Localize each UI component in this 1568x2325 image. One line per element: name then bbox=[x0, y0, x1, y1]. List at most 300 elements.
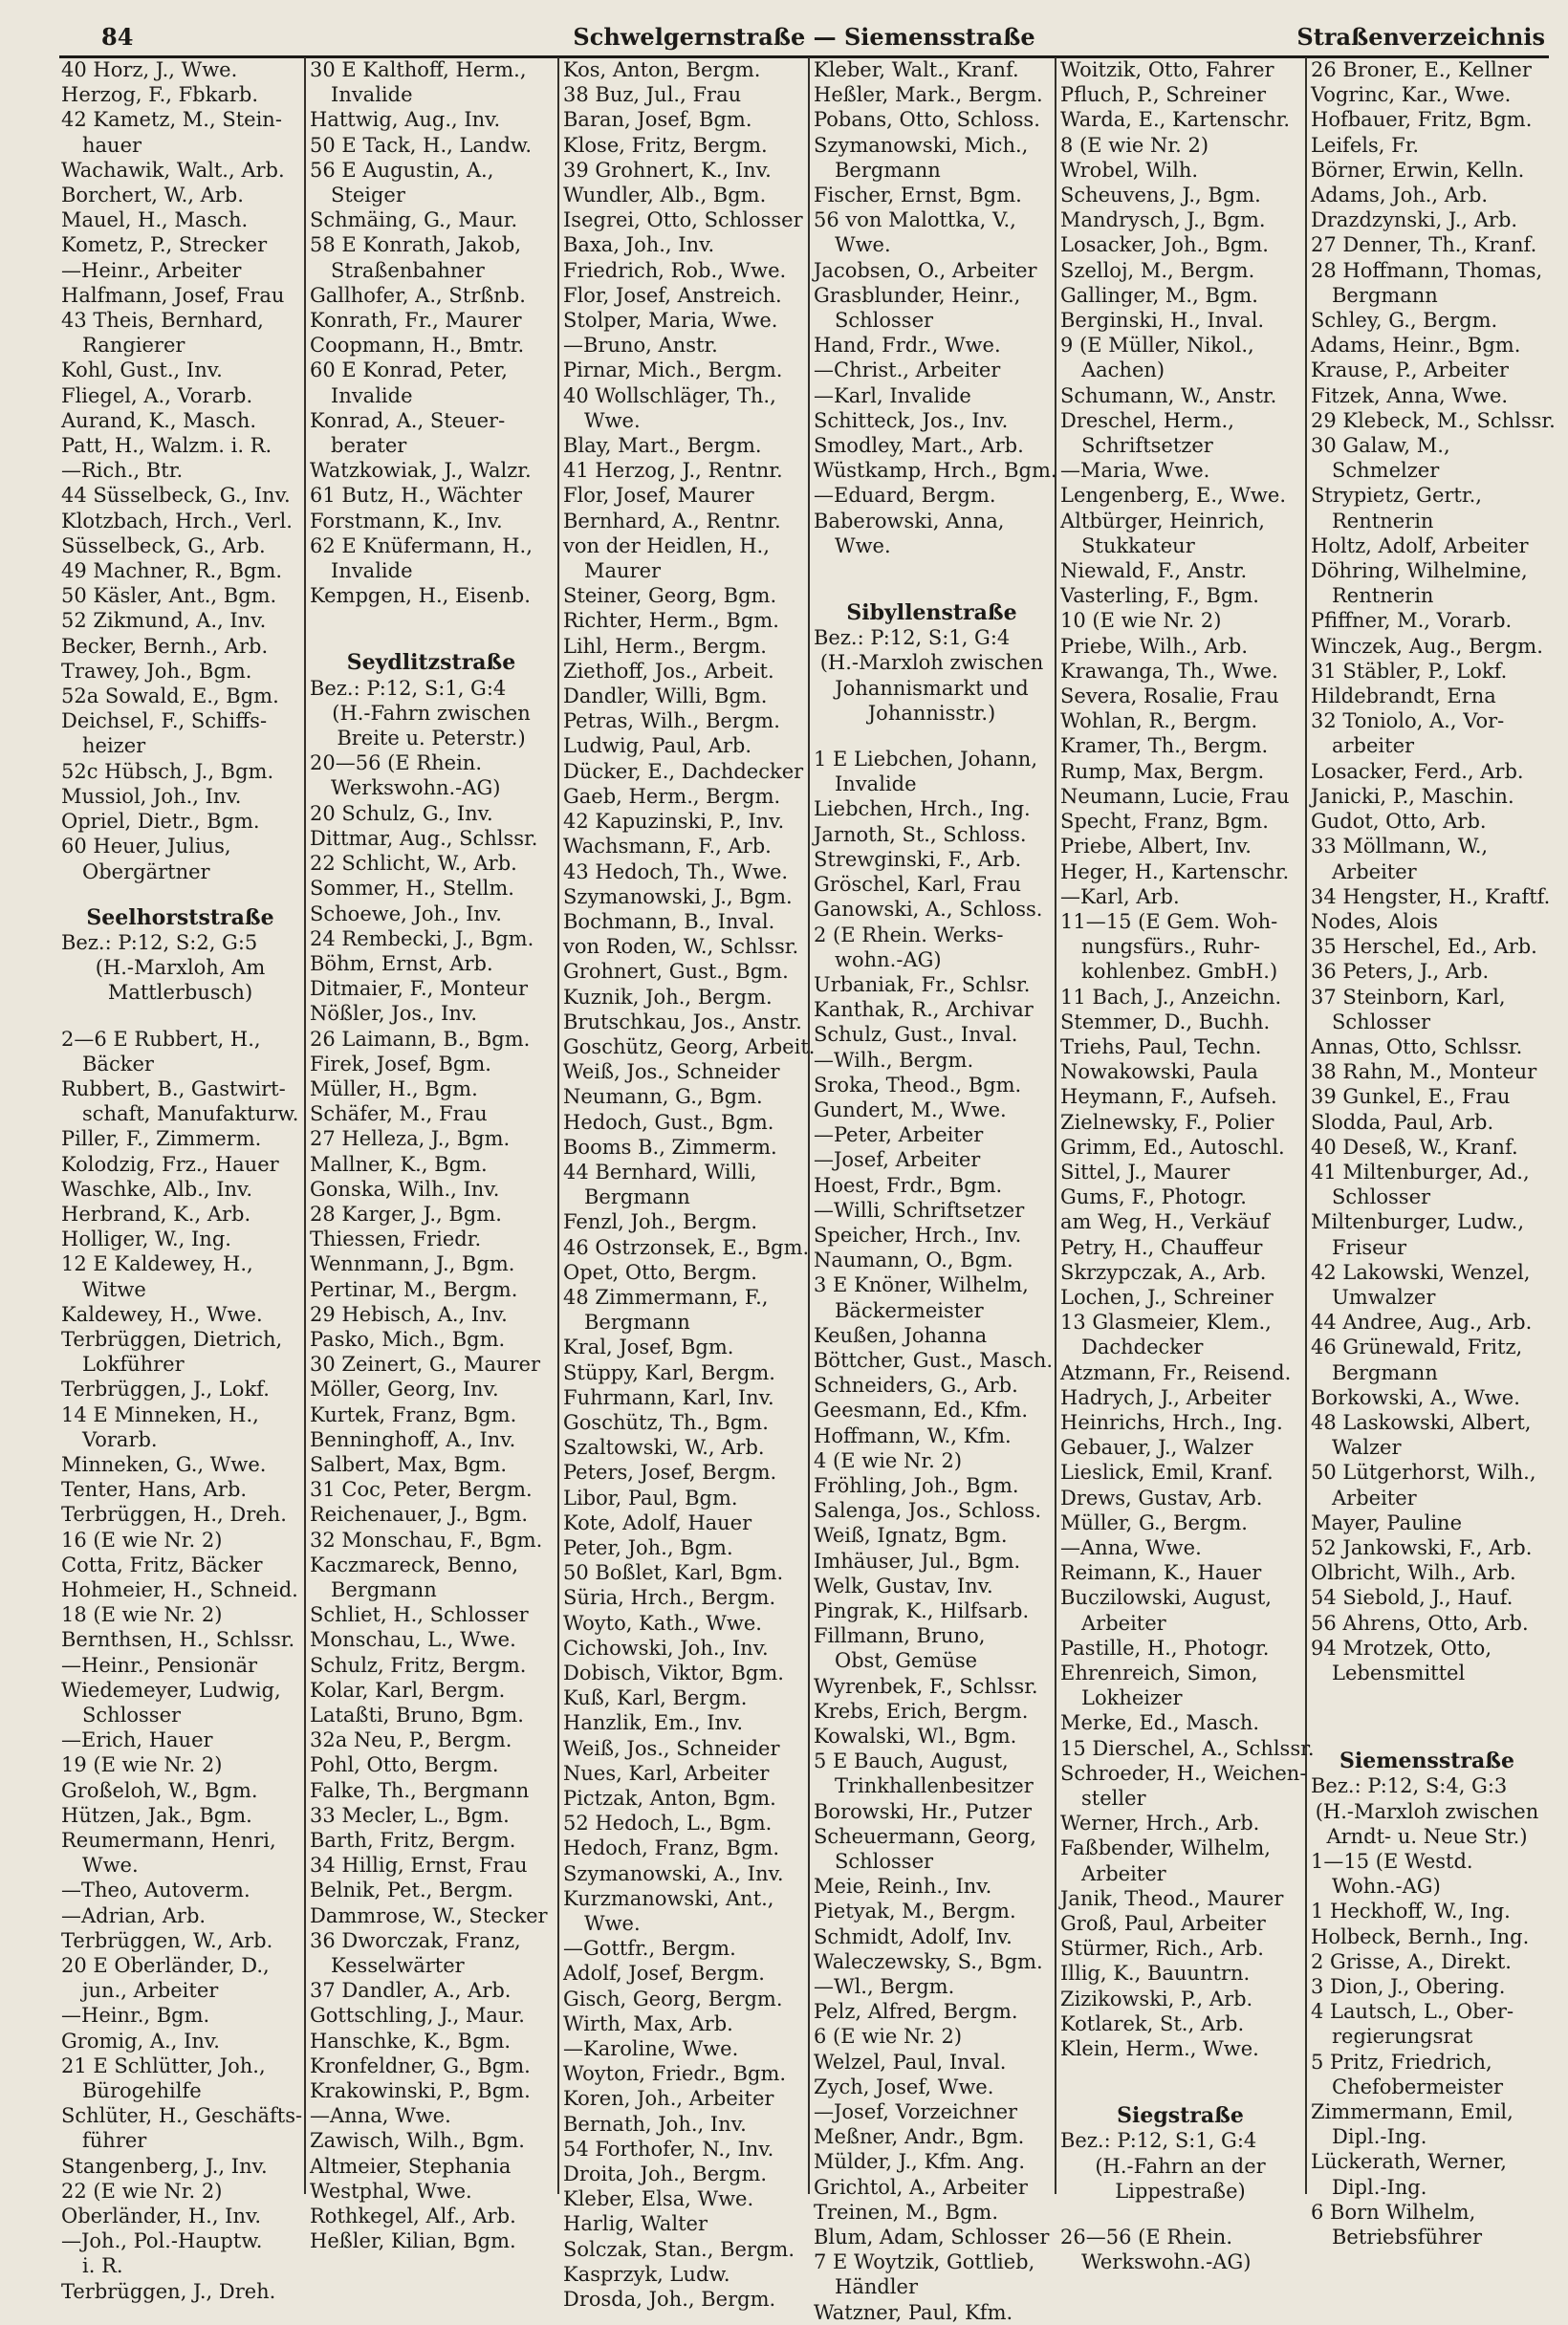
resident-entry: 56 Ahrens, Otto, Arb. bbox=[1311, 1611, 1529, 1635]
resident-entry: Naumann, O., Bgm. bbox=[814, 1249, 1013, 1272]
resident-entry: Flor, Josef, Anstreich. bbox=[563, 283, 782, 307]
resident-entry: Watzkowiak, J., Walzr. bbox=[310, 459, 532, 483]
entry-continuation: Schlosser bbox=[1332, 1185, 1431, 1209]
resident-entry: 4 Lautsch, L., Ober- bbox=[1311, 2000, 1514, 2024]
resident-entry: Annas, Otto, Schlssr. bbox=[1311, 1034, 1523, 1058]
resident-entry: —Karoline, Wwe. bbox=[563, 2037, 739, 2061]
resident-entry: Fenzl, Joh., Bergm. bbox=[563, 1210, 758, 1234]
resident-entry: Wohlan, R., Bergm. bbox=[1060, 709, 1258, 733]
resident-entry: Lochen, J., Schreiner bbox=[1060, 1285, 1274, 1309]
entry-continuation: jun., Arbeiter bbox=[82, 1979, 219, 2003]
resident-entry: 30 Zeinert, G., Maurer bbox=[310, 1353, 541, 1377]
entry-continuation: Arbeiter bbox=[1332, 1486, 1417, 1510]
entry-continuation: arbeiter bbox=[1332, 734, 1415, 758]
resident-entry: Gromig, A., Inv. bbox=[61, 2029, 220, 2053]
resident-entry: Fischer, Ernst, Bgm. bbox=[814, 184, 1022, 207]
resident-entry: 52 Jankowski, F., Arb. bbox=[1311, 1535, 1533, 1559]
resident-entry: 40 Deseß, W., Kranf. bbox=[1311, 1135, 1518, 1159]
resident-entry: 13 Glasmeier, Klem., bbox=[1060, 1311, 1272, 1335]
resident-entry: Priebe, Albert, Inv. bbox=[1060, 835, 1252, 858]
resident-entry: —Heinr., Bgm. bbox=[61, 2004, 210, 2028]
resident-entry: Slodda, Paul, Arb. bbox=[1311, 1110, 1494, 1134]
resident-entry: 60 Heuer, Julius, bbox=[61, 835, 231, 858]
resident-entry: von der Heidlen, H., bbox=[563, 533, 770, 557]
resident-entry: 14 E Minneken, H., bbox=[61, 1402, 259, 1426]
resident-entry: 41 Herzog, J., Rentnr. bbox=[563, 459, 783, 483]
resident-entry: Schulz, Fritz, Bergm. bbox=[310, 1653, 527, 1677]
resident-entry: Lieslick, Emil, Kranf. bbox=[1060, 1461, 1274, 1485]
resident-entry: 30 Galaw, M., bbox=[1311, 434, 1450, 458]
resident-entry: Adams, Heinr., Bgm. bbox=[1311, 334, 1521, 358]
resident-entry: 58 E Konrath, Jakob, bbox=[310, 233, 521, 257]
street-heading: Sibyllenstraße bbox=[846, 600, 1017, 626]
resident-entry: Stürmer, Rich., Arb. bbox=[1060, 1937, 1264, 1961]
resident-entry: Schlüter, H., Geschäfts- bbox=[61, 2104, 303, 2128]
resident-entry: Friedrich, Rob., Wwe. bbox=[563, 258, 787, 282]
resident-entry: Vasterling, F., Bgm. bbox=[1060, 584, 1259, 608]
resident-entry: Liebchen, Hrch., Ing. bbox=[814, 797, 1031, 821]
resident-entry: Gaeb, Herm., Bergm. bbox=[563, 784, 781, 808]
entry-continuation: Bergmann bbox=[584, 1185, 690, 1209]
resident-entry: —Rich., Btr. bbox=[61, 459, 184, 483]
resident-entry: 1 E Liebchen, Johann, bbox=[814, 748, 1037, 771]
resident-entry: Pelz, Alfred, Bergm. bbox=[814, 2000, 1018, 2024]
resident-entry: 22 Schlicht, W., Arb. bbox=[310, 852, 517, 876]
resident-entry: —Anna, Wwe. bbox=[1060, 1535, 1202, 1559]
resident-entry: 54 Siebold, J., Hauf. bbox=[1311, 1586, 1514, 1610]
entry-continuation: Bergmann bbox=[584, 1311, 690, 1335]
resident-entry: Pfiffner, M., Vorarb. bbox=[1311, 609, 1513, 633]
resident-entry: Kempgen, H., Eisenb. bbox=[310, 584, 531, 608]
resident-entry: 41 Miltenburger, Ad., bbox=[1311, 1160, 1530, 1184]
resident-entry: Baran, Josef, Bgm. bbox=[563, 108, 752, 132]
resident-entry: Jacobsen, O., Arbeiter bbox=[814, 258, 1037, 282]
resident-entry: Süria, Hrch., Bergm. bbox=[563, 1586, 776, 1610]
resident-entry: 42 Kapuzinski, P., Inv. bbox=[563, 810, 785, 834]
resident-entry: Sittel, J., Maurer bbox=[1060, 1160, 1230, 1184]
resident-entry: Hofbauer, Fritz, Bgm. bbox=[1311, 108, 1533, 132]
resident-entry: Klose, Fritz, Bergm. bbox=[563, 133, 768, 157]
resident-entry: 34 Hillig, Ernst, Frau bbox=[310, 1854, 528, 1878]
resident-entry: Gisch, Georg, Bergm. bbox=[563, 1987, 783, 2010]
resident-entry: Mülder, J., Kfm. Ang. bbox=[814, 2150, 1026, 2174]
resident-entry: Harlig, Walter bbox=[563, 2212, 708, 2236]
resident-entry: Kos, Anton, Bergm. bbox=[563, 58, 761, 81]
resident-entry: 29 Klebeck, M., Schlssr. bbox=[1311, 408, 1556, 432]
resident-entry: Terbrüggen, Dietrich, bbox=[61, 1327, 283, 1351]
resident-entry: Szymanowski, Mich., bbox=[814, 133, 1029, 157]
resident-entry: Wachawik, Walt., Arb. bbox=[61, 158, 285, 182]
resident-entry: Müller, H., Bgm. bbox=[310, 1076, 478, 1100]
resident-entry: Gallinger, M., Bgm. bbox=[1060, 283, 1258, 307]
resident-entry: Meßner, Andr., Bgm. bbox=[814, 2125, 1025, 2149]
resident-entry: Konrad, A., Steuer- bbox=[310, 408, 506, 432]
resident-entry: 6 (E wie Nr. 2) bbox=[814, 2025, 963, 2049]
resident-entry: Wiedemeyer, Ludwig, bbox=[61, 1678, 281, 1702]
resident-entry: Hedoch, Franz, Bgm. bbox=[563, 1836, 779, 1860]
entry-continuation: Obst, Gemüse bbox=[835, 1649, 978, 1673]
resident-entry: Leifels, Fr. bbox=[1311, 133, 1420, 157]
resident-entry: 60 E Konrad, Peter, bbox=[310, 359, 508, 382]
resident-entry: Krakowinski, P., Bgm. bbox=[310, 2079, 531, 2103]
spacer bbox=[61, 1006, 299, 1027]
resident-entry: 26 Laimann, B., Bgm. bbox=[310, 1027, 531, 1051]
entry-continuation: Bäckermeister bbox=[835, 1298, 984, 1322]
street-district-note: (H.-Fahrn an der bbox=[1095, 2154, 1266, 2178]
resident-entry: 42 Kametz, M., Stein- bbox=[61, 108, 282, 132]
column-6 bbox=[1307, 57, 1556, 2249]
resident-entry: Kurtek, Franz, Bgm. bbox=[310, 1402, 517, 1426]
resident-entry: Woyton, Friedr., Bgm. bbox=[563, 2062, 787, 2086]
column-2 bbox=[306, 57, 559, 2253]
resident-entry: Strewginski, F., Arb. bbox=[814, 847, 1022, 871]
resident-entry: Baberowski, Anna, bbox=[814, 509, 1005, 532]
resident-entry: 3 E Knöner, Wilhelm, bbox=[814, 1273, 1029, 1297]
resident-entry: 50 Boßlet, Karl, Bgm. bbox=[563, 1561, 784, 1585]
resident-entry: Bernath, Joh., Inv. bbox=[563, 2112, 747, 2136]
resident-entry: Neumann, G., Bgm. bbox=[563, 1085, 763, 1109]
resident-entry: 32a Neu, P., Bergm. bbox=[310, 1728, 512, 1752]
resident-entry: Schroeder, H., Weichen- bbox=[1060, 1761, 1307, 1785]
resident-entry: 46 Ostrzonsek, E., Bgm. bbox=[563, 1235, 810, 1259]
resident-entry: Tenter, Hans, Arb. bbox=[61, 1478, 248, 1502]
resident-entry: Schoewe, Joh., Inv. bbox=[310, 902, 502, 925]
resident-entry: Hand, Frdr., Wwe. bbox=[814, 334, 1001, 358]
resident-entry: 34 Hengster, H., Kraftf. bbox=[1311, 884, 1551, 908]
entry-continuation: Invalide bbox=[835, 772, 917, 796]
entry-continuation: Schlosser bbox=[835, 1850, 934, 1874]
resident-entry: 43 Theis, Bernhard, bbox=[61, 309, 264, 333]
entry-continuation: Lokheizer bbox=[1081, 1686, 1183, 1710]
resident-entry: Borchert, W., Arb. bbox=[61, 184, 244, 207]
resident-entry: 37 Dandler, A., Arb. bbox=[310, 1979, 512, 2003]
resident-entry: Gonska, Wilh., Inv. bbox=[310, 1177, 500, 1201]
resident-entry: Pirnar, Mich., Bergm. bbox=[563, 359, 783, 382]
resident-entry: Pietyak, M., Bergm. bbox=[814, 1900, 1016, 1923]
resident-entry: Dandler, Willi, Bgm. bbox=[563, 684, 768, 708]
resident-entry: Kramer, Th., Bergm. bbox=[1060, 734, 1269, 758]
resident-entry: Dreschel, Herm., bbox=[1060, 408, 1234, 432]
resident-entry: Mallner, K., Bgm. bbox=[310, 1152, 488, 1176]
resident-entry: 56 E Augustin, A., bbox=[310, 158, 494, 182]
resident-entry: Warda, E., Kartenschr. bbox=[1060, 108, 1291, 132]
resident-entry: 61 Butz, H., Wächter bbox=[310, 484, 523, 508]
entry-continuation: Bürogehilfe bbox=[82, 2079, 202, 2103]
resident-entry: Pictzak, Anton, Bgm. bbox=[563, 1787, 776, 1811]
resident-entry: Drosda, Joh., Bergm. bbox=[563, 2288, 776, 2312]
resident-entry: 10 (E wie Nr. 2) bbox=[1060, 609, 1222, 633]
resident-entry: 31 Coc, Peter, Bergm. bbox=[310, 1478, 533, 1502]
page-number: 84 bbox=[101, 23, 134, 51]
resident-entry: Woyto, Kath., Wwe. bbox=[563, 1611, 762, 1635]
resident-entry: 5 E Bauch, August, bbox=[814, 1749, 1009, 1773]
resident-entry: Wundler, Alb., Bgm. bbox=[563, 184, 767, 207]
resident-entry: Konrath, Fr., Maurer bbox=[310, 309, 522, 333]
resident-entry: Zimmermann, Emil, bbox=[1311, 2100, 1514, 2124]
resident-entry: Kral, Josef, Bgm. bbox=[563, 1336, 734, 1359]
resident-entry: Kuß, Karl, Bergm. bbox=[563, 1686, 748, 1710]
resident-entry: Holbeck, Bernh., Ing. bbox=[1311, 1924, 1530, 1948]
resident-entry: Kolodzig, Frz., Hauer bbox=[61, 1152, 279, 1176]
entry-continuation: führer bbox=[82, 2129, 147, 2153]
resident-entry: Baxa, Joh., Inv. bbox=[563, 233, 715, 257]
resident-entry: 32 Monschau, F., Bgm. bbox=[310, 1528, 543, 1552]
resident-entry: Krebs, Erich, Bergm. bbox=[814, 1699, 1029, 1723]
street-district-note: (H.-Marxloh, Am bbox=[95, 956, 266, 980]
entry-continuation: Händler bbox=[835, 2275, 918, 2299]
resident-entry: 48 Zimmermann, F., bbox=[563, 1285, 769, 1309]
resident-entry: —Josef, Vorzeichner bbox=[814, 2100, 1018, 2124]
resident-entry: Oberländer, H., Inv. bbox=[61, 2205, 262, 2228]
resident-entry: Holliger, W., Ing. bbox=[61, 1228, 231, 1251]
resident-entry: Mandrysch, J., Bgm. bbox=[1060, 208, 1266, 232]
resident-entry: Hohmeier, H., Schneid. bbox=[61, 1577, 298, 1601]
resident-entry: 20 E Oberländer, D., bbox=[61, 1954, 270, 1978]
resident-entry: 22 (E wie Nr. 2) bbox=[61, 2179, 223, 2203]
resident-entry: 44 Bernhard, Willi, bbox=[563, 1160, 757, 1184]
resident-entry: —Joh., Pol.-Hauptw. bbox=[61, 2229, 263, 2253]
entry-continuation: Witwe bbox=[82, 1277, 146, 1301]
resident-entry: Waschke, Alb., Inv. bbox=[61, 1177, 253, 1201]
resident-entry: —Christ., Arbeiter bbox=[814, 359, 1001, 382]
resident-entry: Döhring, Wilhelmine, bbox=[1311, 559, 1528, 583]
resident-entry: Deichsel, F., Schiffs- bbox=[61, 709, 268, 733]
street-district-note: Breite u. Peterstr.) bbox=[337, 727, 526, 750]
street-heading: Seydlitzstraße bbox=[346, 650, 516, 676]
entry-continuation: Walzer bbox=[1332, 1436, 1402, 1460]
resident-entry: Buczilowski, August, bbox=[1060, 1586, 1272, 1610]
resident-entry: Reimann, K., Hauer bbox=[1060, 1561, 1262, 1585]
resident-entry: Schmidt, Adolf, Inv. bbox=[814, 1924, 1013, 1948]
resident-entry: Kaczmareck, Benno, bbox=[310, 1553, 518, 1576]
entry-continuation: Dipl.-Ing. bbox=[1332, 2175, 1427, 2199]
resident-entry: Fliegel, A., Vorarb. bbox=[61, 383, 253, 407]
resident-entry: Rump, Max, Bergm. bbox=[1060, 759, 1265, 783]
entry-continuation: hauer bbox=[82, 133, 142, 157]
resident-entry: 44 Süsselbeck, G., Inv. bbox=[61, 484, 291, 508]
resident-entry: Borowski, Hr., Putzer bbox=[814, 1799, 1032, 1823]
resident-entry: Nößler, Jos., Inv. bbox=[310, 1002, 478, 1026]
resident-entry: Wirth, Max, Arb. bbox=[563, 2011, 733, 2035]
resident-entry: Neumann, Lucie, Frau bbox=[1060, 784, 1290, 808]
resident-entry: 39 Gunkel, E., Frau bbox=[1311, 1085, 1511, 1109]
resident-entry: Weiß, Jos., Schneider bbox=[563, 1736, 780, 1760]
resident-entry: Schumann, W., Anstr. bbox=[1060, 383, 1277, 407]
resident-entry: Sommer, H., Stellm. bbox=[310, 877, 514, 901]
resident-entry: 31 Stäbler, P., Lokf. bbox=[1311, 659, 1508, 683]
resident-entry: 27 Denner, Th., Kranf. bbox=[1311, 233, 1537, 257]
resident-entry: Heßler, Kilian, Bgm. bbox=[310, 2229, 516, 2253]
resident-entry: Smodley, Mart., Arb. bbox=[814, 434, 1024, 458]
resident-entry: Kohl, Gust., Inv. bbox=[61, 359, 223, 382]
entry-continuation: Obergärtner bbox=[82, 859, 210, 883]
resident-entry: Gundert, M., Wwe. bbox=[814, 1097, 1007, 1121]
entry-continuation: i. R. bbox=[82, 2254, 123, 2278]
resident-entry: Wrobel, Wilh. bbox=[1060, 158, 1199, 182]
resident-entry: 39 Grohnert, K., Inv. bbox=[563, 158, 772, 182]
resident-entry: Möller, Georg, Inv. bbox=[310, 1378, 499, 1402]
page-header bbox=[59, 13, 1549, 58]
resident-entry: Welzel, Paul, Inval. bbox=[814, 2050, 1007, 2074]
resident-entry: Pohl, Otto, Bergm. bbox=[310, 1753, 499, 1777]
resident-entry: 2—6 E Rubbert, H., bbox=[61, 1027, 261, 1051]
resident-entry: Solczak, Stan., Bergm. bbox=[563, 2237, 795, 2261]
resident-entry: Urbaniak, Fr., Schlsr. bbox=[814, 972, 1031, 996]
entry-continuation: wohn.-AG) bbox=[835, 947, 942, 971]
resident-entry: Groß, Paul, Arbeiter bbox=[1060, 1912, 1266, 1936]
resident-entry: 56 von Malottka, V., bbox=[814, 208, 1016, 232]
resident-entry: Reumermann, Henri, bbox=[61, 1829, 276, 1853]
resident-entry: 20—56 (E Rhein. bbox=[310, 751, 482, 775]
resident-entry: Kaldewey, H., Wwe. bbox=[61, 1302, 263, 1326]
entry-continuation: Schmelzer bbox=[1332, 459, 1440, 483]
entry-continuation: heizer bbox=[82, 734, 146, 758]
street-district-note: Mattlerbusch) bbox=[107, 981, 253, 1005]
resident-entry: Schulz, Gust., Inval. bbox=[814, 1023, 1018, 1047]
resident-entry: Wennmann, J., Bgm. bbox=[310, 1252, 515, 1276]
entry-continuation: Schriftsetzer bbox=[1081, 434, 1213, 458]
entry-continuation: Chefobermeister bbox=[1332, 2075, 1504, 2098]
entry-continuation: Schlosser bbox=[82, 1704, 182, 1727]
street-district-note: (H.-Marxloh zwischen bbox=[1315, 1799, 1539, 1823]
resident-entry: Coopmann, H., Bmtr. bbox=[310, 334, 525, 358]
street-district-note: (H.-Marxloh zwischen bbox=[819, 651, 1044, 675]
entry-continuation: Arbeiter bbox=[1081, 1861, 1166, 1885]
resident-entry: Blum, Adam, Schlosser bbox=[814, 2226, 1050, 2249]
resident-entry: Kuznik, Joh., Bergm. bbox=[563, 985, 773, 1009]
resident-entry: Richter, Herm., Bgm. bbox=[563, 609, 779, 633]
resident-entry: Fillmann, Bruno, bbox=[814, 1624, 986, 1648]
resident-entry: Peter, Joh., Bgm. bbox=[563, 1535, 733, 1559]
resident-entry: —Heinr., Arbeiter bbox=[61, 258, 242, 282]
entry-continuation: Rangierer bbox=[82, 334, 185, 358]
resident-entry: Kronfeldner, G., Bgm. bbox=[310, 2053, 531, 2077]
resident-entry: Klein, Herm., Wwe. bbox=[1060, 2037, 1259, 2061]
street-heading: Seelhorststraße bbox=[86, 904, 274, 930]
resident-entry: Krawanga, Th., Wwe. bbox=[1060, 659, 1278, 683]
entry-continuation: Bäcker bbox=[82, 1052, 154, 1076]
resident-entry: Pasko, Mich., Bgm. bbox=[310, 1327, 506, 1351]
spacer bbox=[1060, 2082, 1300, 2103]
resident-entry: Dobisch, Viktor, Bgm. bbox=[563, 1662, 784, 1684]
resident-entry: 3 Dion, J., Obering. bbox=[1311, 1975, 1506, 1999]
resident-entry: Dücker, E., Dachdecker bbox=[563, 759, 804, 783]
resident-entry: Böhm, Ernst, Arb. bbox=[310, 951, 493, 975]
entry-continuation: berater bbox=[331, 434, 407, 458]
entry-continuation: Wwe. bbox=[82, 1854, 139, 1878]
resident-entry: 30 E Kalthoff, Herm., bbox=[310, 58, 527, 81]
resident-entry: Kurzmanowski, Ant., bbox=[563, 1886, 774, 1910]
resident-entry: Bochmann, B., Inval. bbox=[563, 909, 775, 933]
resident-entry: Miltenburger, Ludw., bbox=[1311, 1210, 1525, 1234]
resident-entry: Mayer, Pauline bbox=[1311, 1510, 1463, 1534]
resident-entry: Libor, Paul, Bgm. bbox=[563, 1486, 738, 1510]
spacer bbox=[814, 726, 1050, 747]
resident-entry: 52c Hübsch, J., Bgm. bbox=[61, 759, 274, 783]
resident-entry: Woitzik, Otto, Fahrer bbox=[1060, 58, 1274, 81]
resident-entry: Booms B., Zimmerm. bbox=[563, 1135, 777, 1159]
resident-entry: Cotta, Fritz, Bäcker bbox=[61, 1553, 263, 1576]
resident-entry: Kometz, P., Strecker bbox=[61, 233, 268, 257]
column-5 bbox=[1056, 57, 1315, 2274]
resident-entry: Hanschke, K., Bgm. bbox=[310, 2029, 512, 2053]
resident-entry: Fröhling, Joh., Bgm. bbox=[814, 1473, 1019, 1497]
resident-entry: Welk, Gustav, Inv. bbox=[814, 1574, 993, 1597]
resident-entry: Reichenauer, J., Bgm. bbox=[310, 1503, 529, 1527]
resident-entry: Terbrüggen, J., Dreh. bbox=[61, 2279, 276, 2303]
resident-entry: Kanthak, R., Archivar bbox=[814, 998, 1034, 1022]
resident-entry: von Roden, W., Schlssr. bbox=[563, 935, 799, 959]
resident-entry: Gottschling, J., Maur. bbox=[310, 2004, 525, 2028]
resident-entry: 50 E Tack, H., Landw. bbox=[310, 133, 533, 157]
resident-entry: Forstmann, K., Inv. bbox=[310, 509, 503, 532]
resident-entry: 49 Machner, R., Bgm. bbox=[61, 559, 283, 583]
resident-entry: Keußen, Johanna bbox=[814, 1323, 988, 1347]
resident-entry: 50 Lütgerhorst, Wilh., bbox=[1311, 1461, 1536, 1485]
resident-entry: —Josef, Arbeiter bbox=[814, 1148, 981, 1172]
resident-entry: Pertinar, M., Bergm. bbox=[310, 1277, 518, 1301]
resident-entry: Janicki, P., Maschin. bbox=[1311, 784, 1514, 808]
entry-continuation: Straßenbahner bbox=[331, 258, 485, 282]
resident-entry: Triehs, Paul, Techn. bbox=[1060, 1034, 1262, 1058]
spacer bbox=[310, 629, 553, 650]
entry-continuation: Werkswohn.-AG) bbox=[1081, 2250, 1252, 2274]
resident-entry: Bez.: P:12, S:1, G:4 bbox=[1060, 2129, 1257, 2153]
resident-entry: Cichowski, Joh., Inv. bbox=[563, 1636, 769, 1660]
street-heading: Siegstraße bbox=[1117, 2103, 1244, 2129]
resident-entry: Holtz, Adolf, Arbeiter bbox=[1311, 533, 1529, 557]
resident-entry: Wüstkamp, Hrch., Bgm. bbox=[814, 459, 1057, 483]
resident-entry: Terbrüggen, W., Arb. bbox=[61, 1928, 273, 1952]
resident-entry: 44 Andree, Aug., Arb. bbox=[1311, 1311, 1533, 1335]
resident-entry: Gröschel, Karl, Frau bbox=[814, 873, 1021, 897]
resident-entry: Bez.: P:12, S:1, G:4 bbox=[310, 676, 507, 700]
resident-entry: Szymanowski, A., Inv. bbox=[563, 1861, 784, 1885]
resident-entry: 4 (E wie Nr. 2) bbox=[814, 1448, 963, 1472]
spacer bbox=[1060, 2204, 1300, 2225]
entry-continuation: Kesselwärter bbox=[331, 1954, 465, 1978]
spacer bbox=[1311, 1706, 1543, 1727]
resident-entry: Schneiders, G., Arb. bbox=[814, 1374, 1018, 1398]
resident-entry: Salbert, Max, Bgm. bbox=[310, 1452, 508, 1476]
resident-entry: Pfluch, P., Schreiner bbox=[1060, 83, 1267, 107]
resident-entry: Waleczewsky, S., Bgm. bbox=[814, 1949, 1043, 1973]
resident-entry: Hattwig, Aug., Inv. bbox=[310, 108, 501, 132]
resident-entry: Piller, F., Zimmerm. bbox=[61, 1127, 262, 1151]
resident-entry: —Karl, Arb. bbox=[1060, 884, 1180, 908]
resident-entry: Herbrand, K., Arb. bbox=[61, 1202, 251, 1226]
resident-entry: Zawisch, Wilh., Bgm. bbox=[310, 2129, 525, 2153]
resident-entry: 36 Peters, J., Arb. bbox=[1311, 960, 1490, 984]
resident-entry: Flor, Josef, Maurer bbox=[563, 484, 754, 508]
resident-entry: Gebauer, J., Walzer bbox=[1060, 1436, 1253, 1460]
resident-entry: Minneken, G., Wwe. bbox=[61, 1452, 267, 1476]
resident-entry: 32 Toniolo, A., Vor- bbox=[1311, 709, 1505, 733]
resident-entry: Grohnert, Gust., Bgm. bbox=[563, 960, 789, 984]
resident-entry: Weiß, Jos., Schneider bbox=[563, 1060, 780, 1084]
resident-entry: Ehrenreich, Simon, bbox=[1060, 1662, 1258, 1684]
resident-entry: Olbricht, Wilh., Arb. bbox=[1311, 1561, 1516, 1585]
resident-entry: Priebe, Wilh., Arb. bbox=[1060, 634, 1249, 658]
resident-entry: Gums, F., Photogr. bbox=[1060, 1185, 1247, 1209]
entry-continuation: Rentnerin bbox=[1332, 509, 1434, 532]
resident-entry: 19 (E wie Nr. 2) bbox=[61, 1753, 223, 1777]
resident-entry: Hützen, Jak., Bgm. bbox=[61, 1803, 252, 1827]
resident-entry: —Peter, Arbeiter bbox=[814, 1123, 984, 1147]
resident-entry: 43 Hedoch, Th., Wwe. bbox=[563, 859, 789, 883]
spacer bbox=[310, 608, 553, 629]
resident-entry: Jarnoth, St., Schloss. bbox=[814, 822, 1027, 846]
